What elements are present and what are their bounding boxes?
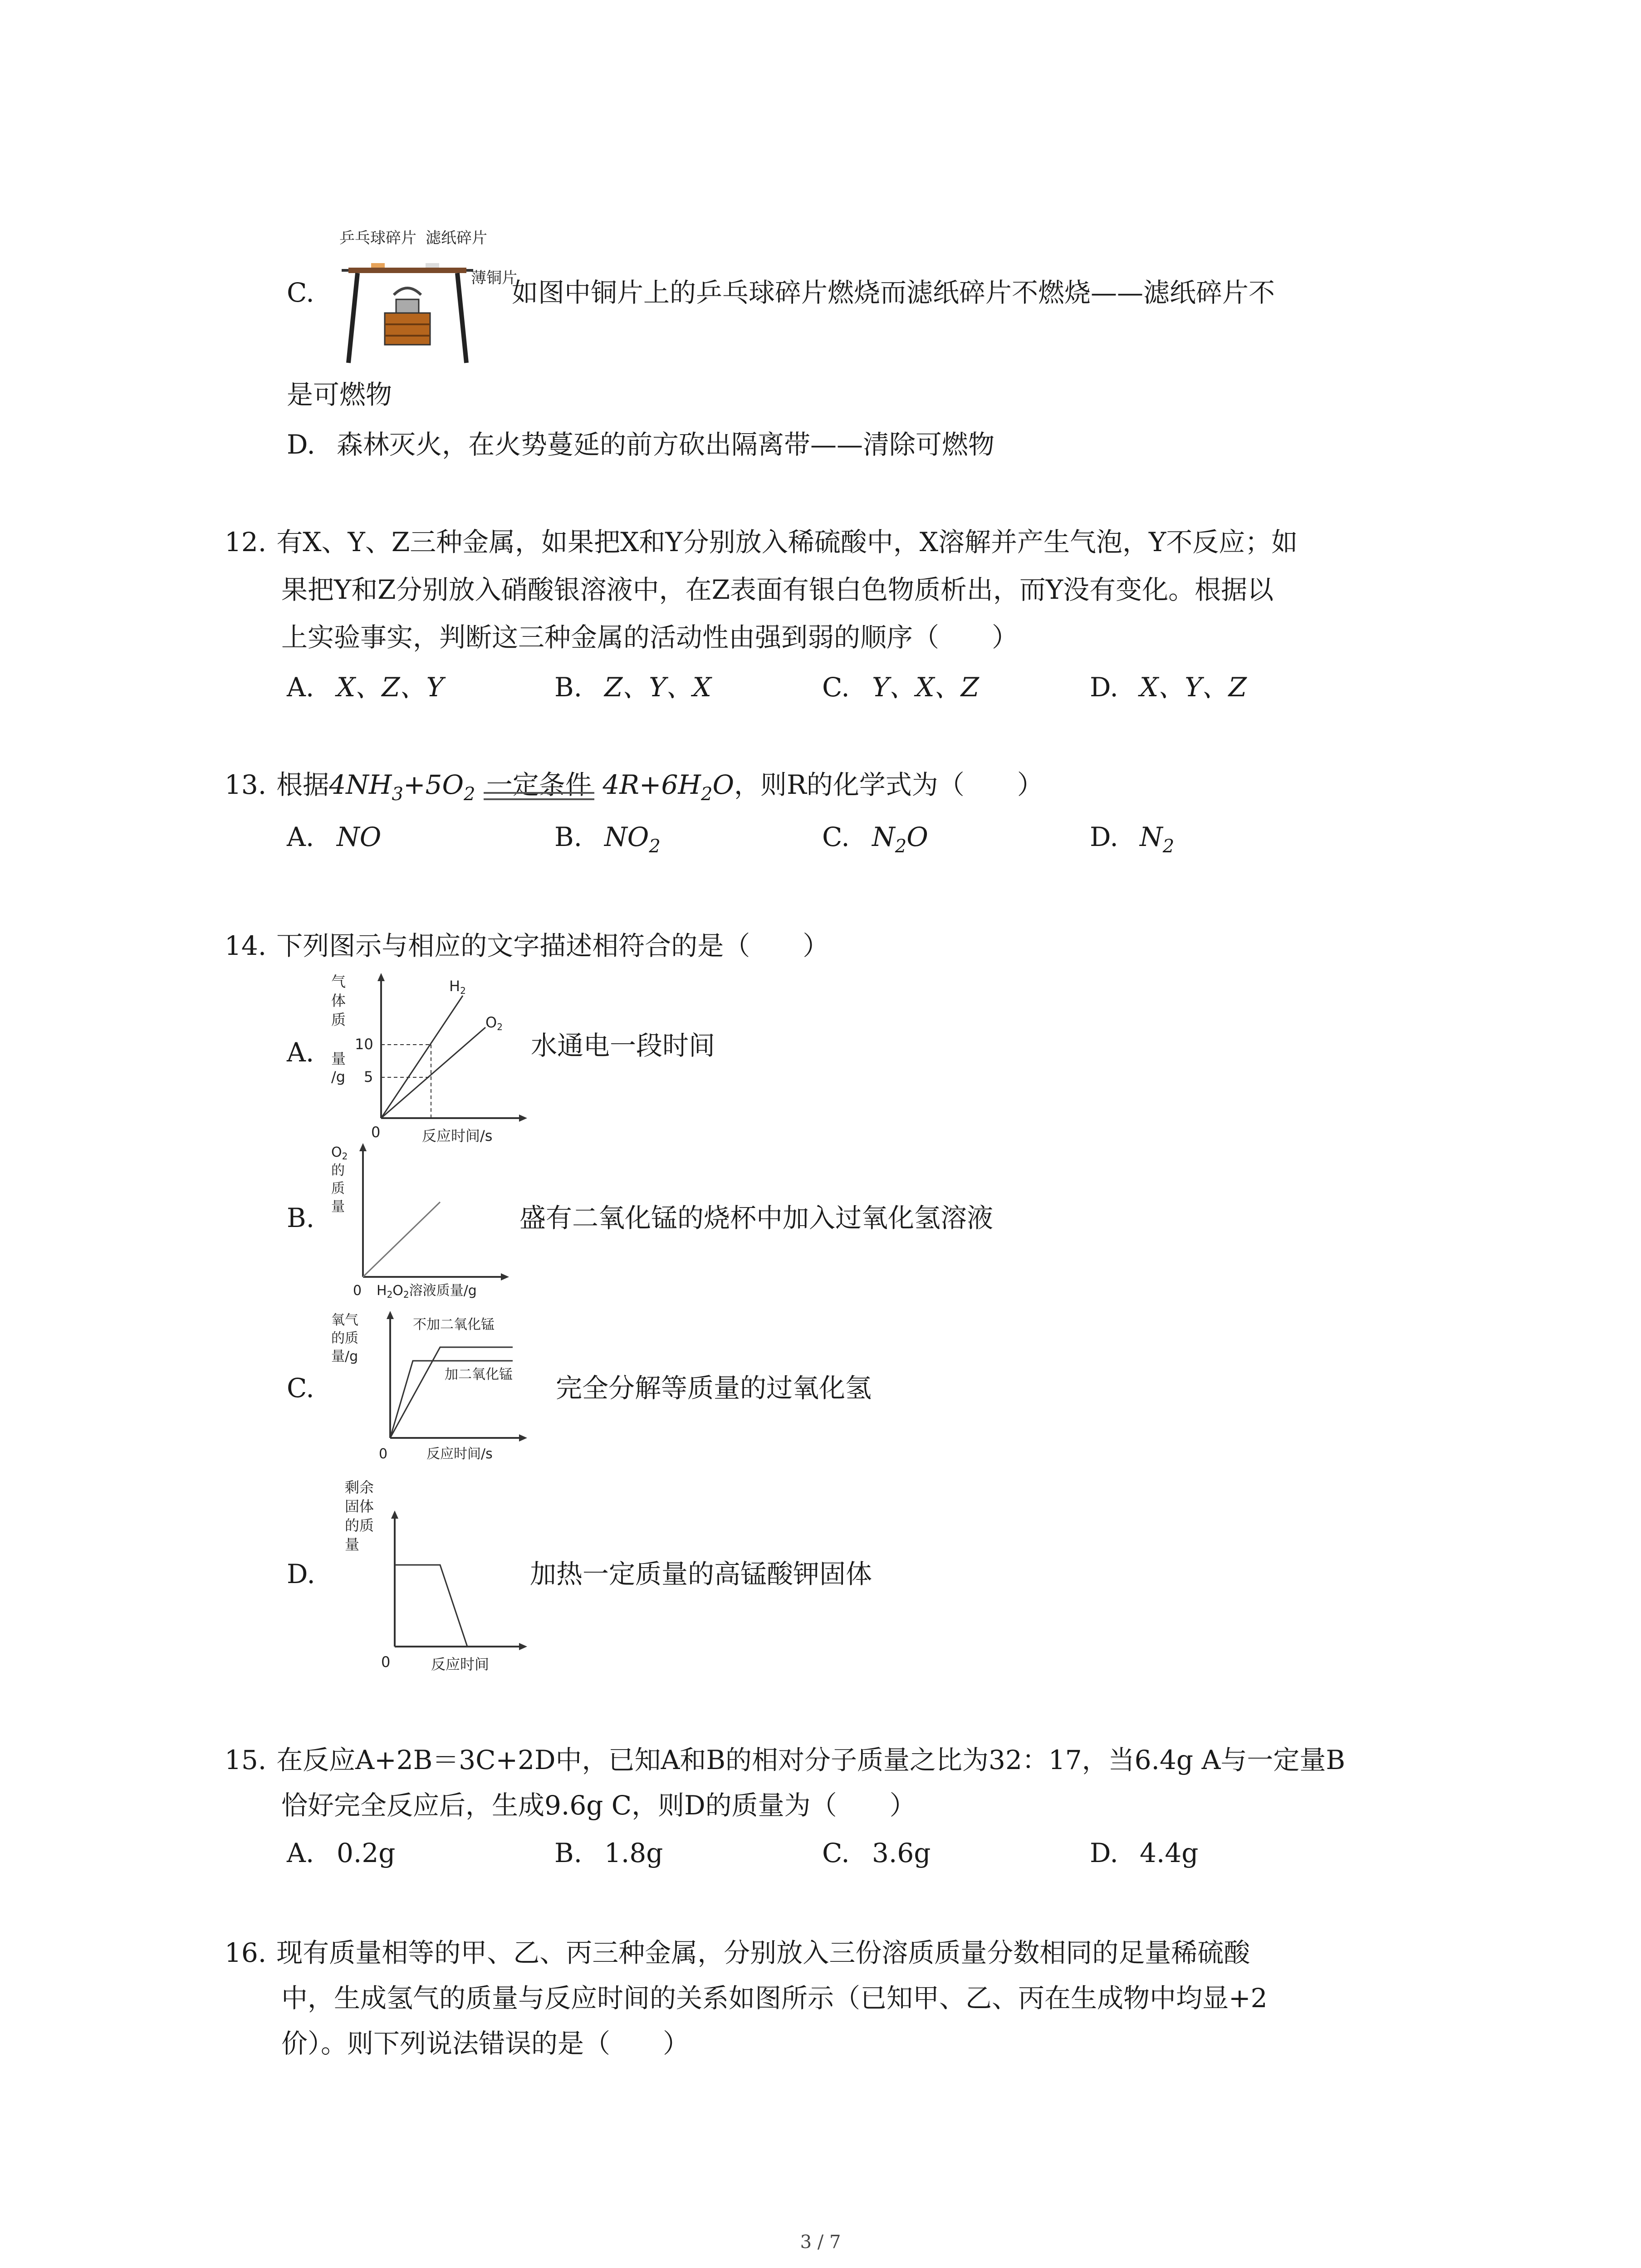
svg-text:量/g: 量/g (331, 1349, 358, 1364)
graph-a (331, 968, 535, 1147)
q14-option-c-text: 完全分解等质量的过氧化氢 (556, 1373, 872, 1403)
q13-stem: 13. 根据$4NH_3+5O_2$ 一定条件 $4R+6H_2O$，则R的化学式为（ ） (225, 767, 1043, 803)
svg-text:0: 0 (353, 1283, 362, 1299)
svg-text:量: 量 (345, 1536, 360, 1553)
svg-text:0: 0 (371, 1124, 381, 1141)
svg-text:量: 量 (331, 1050, 346, 1067)
svg-text:不加二氧化锰: 不加二氧化锰 (413, 1317, 495, 1333)
q13-option-a: A. NO (287, 821, 382, 852)
q13-option-d: D. $N_2$ (1090, 821, 1175, 857)
q16-stem-3: 价）。则下列说法错误的是（ ） (281, 2028, 690, 2059)
svg-text:固体: 固体 (345, 1498, 374, 1515)
q15-stem-1: 15. 在反应A+2B＝3C+2D中，已知A和B的相对分子质量之比为32：17，当6.4g A与一定量B (225, 1745, 1345, 1775)
svg-text:的质: 的质 (345, 1517, 374, 1534)
q14-option-b-text: 盛有二氧化锰的烧杯中加入过氧化氢溶液 (519, 1202, 994, 1233)
q15-option-b: B. 1.8g (554, 1838, 663, 1868)
q13-number: 13. (225, 769, 267, 800)
svg-text:氧气: 氧气 (331, 1312, 358, 1328)
reaction-condition: 一定条件 (484, 767, 594, 803)
svg-text:O2: O2 (485, 1014, 503, 1032)
svg-text:0: 0 (379, 1446, 388, 1462)
svg-text:O2: $O_2$ (331, 1144, 348, 1162)
q12-option-d: D. X、Y、Z (1090, 672, 1247, 703)
q16-number: 16. (225, 1937, 267, 1968)
remaining-solid-line (395, 1565, 467, 1647)
svg-text:的质: 的质 (331, 1330, 358, 1346)
q13-reactants: $4NH_3+5O_2$ (329, 769, 475, 805)
q11-option-c-text-2: 是可燃物 (287, 379, 392, 410)
svg-text:H2: H2 (449, 978, 466, 996)
pingpong-label: 乒乓球碎片 (339, 229, 416, 247)
svg-text:体: 体 (331, 992, 346, 1009)
q15-number: 15. (225, 1745, 267, 1775)
alcohol-lamp (385, 313, 430, 345)
q14-option-a-label: A. (287, 1037, 314, 1068)
q12-stem-3: 上实验事实，判断这三种金属的活动性由强到弱的顺序（ ） (281, 622, 1019, 653)
q14-option-b-label: B. (287, 1202, 315, 1233)
graph-c (331, 1306, 544, 1471)
svg-text:的: 的 (331, 1163, 345, 1178)
q14-option-a-text: 水通电一段时间 (531, 1030, 715, 1061)
paper-label: 滤纸碎片 (426, 229, 487, 247)
svg-text:气: 气 (331, 973, 346, 990)
svg-text:10: 10 (355, 1036, 373, 1053)
svg-text:反应时间: 反应时间 (431, 1656, 490, 1673)
q12-option-a: A. X、Z、Y (287, 672, 444, 703)
svg-text:5: 5 (364, 1068, 373, 1085)
q14-number: 14. (225, 930, 267, 961)
svg-text:反应时间/s: 反应时间/s (422, 1127, 493, 1144)
q16-stem-2: 中，生成氢气的质量与反应时间的关系如图所示（已知甲、乙、丙在生成物中均显+2 (281, 1983, 1268, 2014)
graph-d (336, 1474, 531, 1680)
q15-option-c: C. 3.6g (822, 1838, 931, 1868)
q12-stem-1: 12. 有X、Y、Z三种金属，如果把X和Y分别放入稀硫酸中，X溶解并产生气泡，Y不反应；如 (225, 527, 1298, 557)
svg-text:加二氧化锰: 加二氧化锰 (445, 1367, 513, 1383)
q14-option-d-text: 加热一定质量的高锰酸钾固体 (530, 1559, 872, 1589)
q15-stem-2: 恰好完全反应后，生成9.6g C，则D的质量为（ ） (281, 1790, 916, 1821)
q12-option-b: B. Z、Y、X (554, 672, 711, 703)
q15-option-d: D. 4.4g (1090, 1838, 1199, 1868)
q11-option-d: D. 森林灭火，在火势蔓延的前方砍出隔离带——清除可燃物 (287, 429, 995, 460)
q16-stem-1: 16. 现有质量相等的甲、乙、丙三种金属，分别放入三份溶质质量分数相同的足量稀硫酸 (225, 1937, 1250, 1968)
q12-number: 12. (225, 527, 267, 557)
q14-option-c-label: C. (287, 1373, 314, 1403)
apparatus-figure (339, 227, 521, 374)
q12-stem-2: 果把Y和Z分别放入硝酸银溶液中，在Z表面有银白色物质析出，而Y没有变化。根据以 (281, 574, 1274, 605)
q13-option-b: B. $NO_2$ (554, 821, 661, 857)
q11-option-c-label: C. (287, 277, 314, 308)
svg-text:质: 质 (331, 1011, 346, 1028)
q13-option-c: C. $N_2O$ (822, 821, 928, 857)
q11-option-c-text-1: 如图中铜片上的乒乓球碎片燃烧而滤纸碎片不燃烧——滤纸碎片不 (512, 277, 1275, 308)
q15-option-a: A. 0.2g (287, 1838, 396, 1868)
graph-b (331, 1139, 522, 1308)
svg-text:0: 0 (381, 1653, 391, 1671)
q14-stem: 14. 下列图示与相应的文字描述相符合的是（ ） (225, 930, 829, 961)
copper-plate (348, 268, 466, 273)
q12-option-c: C. Y、X、Z (822, 672, 979, 703)
svg-text:量: 量 (331, 1199, 345, 1215)
svg-text:质: 质 (331, 1181, 345, 1197)
svg-text:H2O2溶液质量/g: $H_2O_2$溶液质量/g (377, 1283, 477, 1300)
stand-leg (348, 273, 358, 363)
svg-text:/g: /g (331, 1068, 346, 1085)
svg-text:剩余: 剩余 (345, 1479, 374, 1496)
page-number: 3 / 7 (800, 2232, 841, 2253)
q13-products: $4R+6H_2O$ (603, 769, 735, 805)
copper-label: 薄铜片 (471, 269, 517, 287)
q14-option-d-label: D. (287, 1559, 315, 1589)
svg-text:反应时间/s: 反应时间/s (426, 1446, 493, 1462)
o2-mass-line (363, 1202, 440, 1277)
